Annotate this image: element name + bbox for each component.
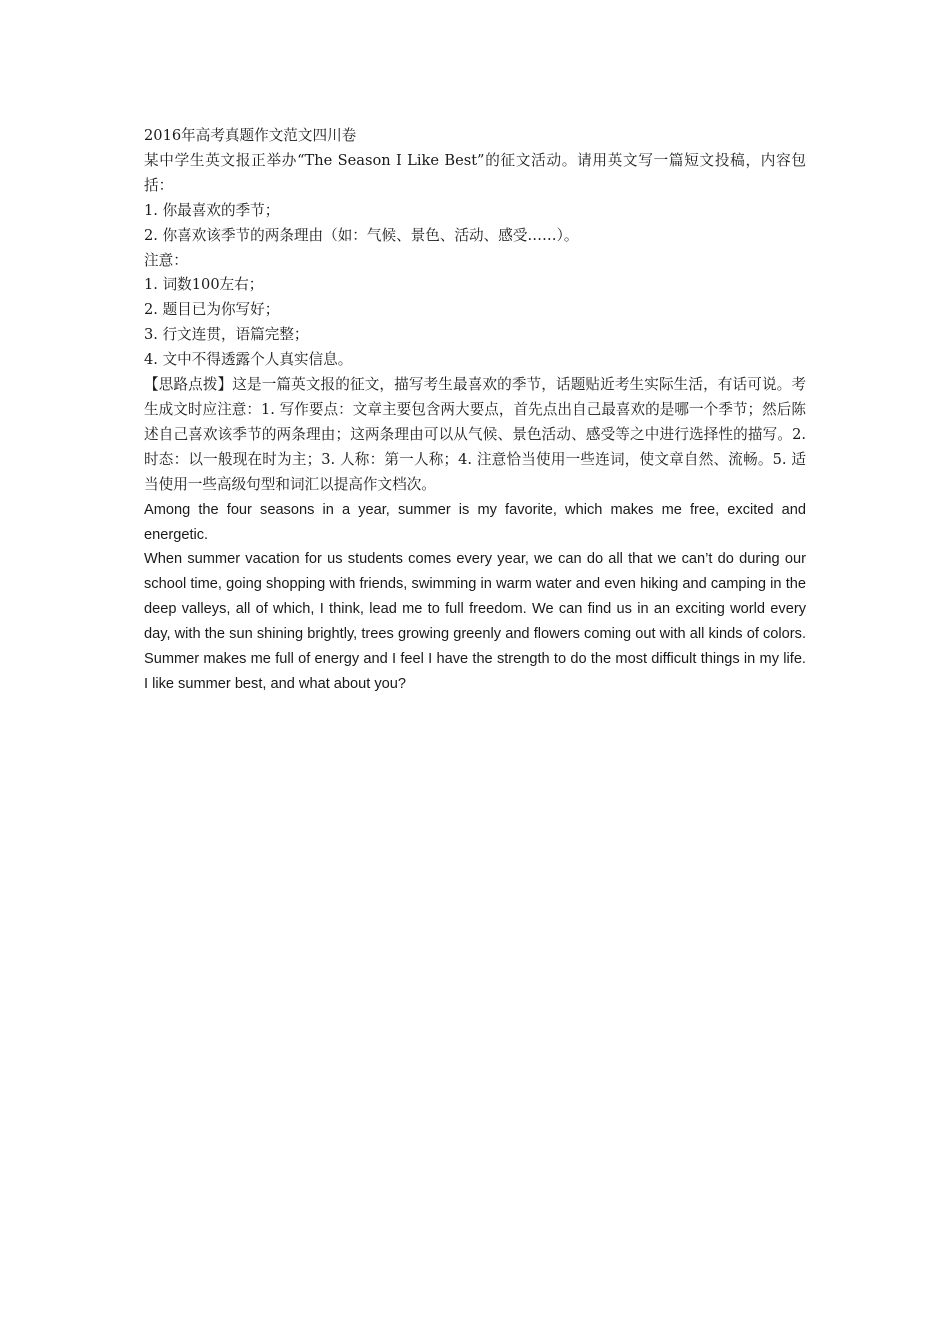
note-item-3: 3. 行文连贯，语篇完整； xyxy=(144,326,309,344)
essay-paragraph-2: When summer vacation for us students comes every year, we can do all that we can’t do during our school time, going shopping with friends, swimming in warm water and even hiking and camping in the deep valleys, all of which, I think, lead me to full freedom. We can find us in an exciting world every day, with the sun shining brightly, trees growing greenly and flowers coming out with all kinds of colors. Summer makes me full of energy and I feel I have the strength to do the most difficult things in my life. I like summer best, and what about you? xyxy=(144,551,806,692)
requirement-item-1: 1. 你最喜欢的季节； xyxy=(144,201,280,219)
document-body xyxy=(144,124,806,697)
notes-heading: 注意： xyxy=(144,251,188,269)
note-item-1: 1. 词数100左右； xyxy=(144,276,264,294)
analysis-paragraph: 【思路点拨】这是一篇英文报的征文，描写考生最喜欢的季节，话题贴近考生实际生活，有话可说。考生成文时应注意：1. 写作要点：文章主要包含两大要点，首先点出自己最喜欢的是哪一个季节；然后陈述自己喜欢该季节的两条理由；这两条理由可以从气候、景色活动、感受等之中进行选择性的描写。2. 时态：以一般现在时为主；3. 人称：第一人称；4. 注意恰当使用一些连词，使文章自然、流畅。5. 适当使用一些高级句型和词汇以提高作文档次。 xyxy=(144,376,806,493)
document-title: 2016年高考真题作文范文四川卷 xyxy=(144,127,357,144)
note-item-2: 2. 题目已为你写好； xyxy=(144,301,280,319)
requirement-item-2: 2. 你喜欢该季节的两条理由（如：气候、景色、活动、感受……）。 xyxy=(144,226,579,244)
essay-paragraph-1: Among the four seasons in a year, summer is my favorite, which makes me free, excited and energetic. xyxy=(144,501,806,543)
note-item-4: 4. 文中不得透露个人真实信息。 xyxy=(144,351,353,369)
essay-prompt: 某中学生英文报正举办“The Season I Like Best”的征文活动。请用英文写一篇短文投稿，内容包括： xyxy=(144,151,806,194)
